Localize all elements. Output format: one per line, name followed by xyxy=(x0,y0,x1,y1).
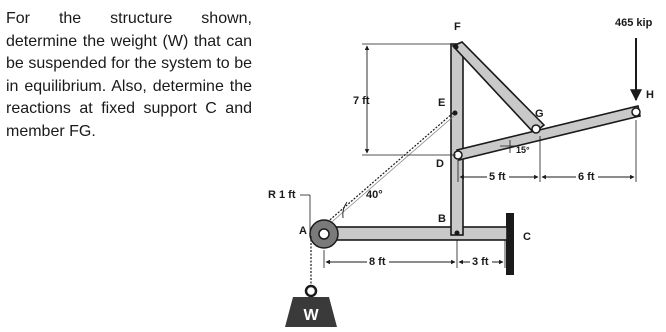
dim-7ft-label: 7 ft xyxy=(353,95,370,107)
dim-3ft-label: 3 ft xyxy=(472,256,489,268)
angle-15-label: 15° xyxy=(516,145,530,155)
member-dh xyxy=(457,106,640,160)
joint-h xyxy=(632,108,640,116)
joint-e xyxy=(453,111,458,116)
member-fg xyxy=(453,42,544,133)
label-h: H xyxy=(646,89,654,101)
label-c: C xyxy=(523,231,531,243)
joint-g xyxy=(532,125,540,133)
weight-w xyxy=(285,286,337,327)
weight-label: W xyxy=(303,307,319,324)
joint-f xyxy=(454,45,459,50)
problem-text: For the structure shown, determine the weight (W) that can be suspended for the system to be in equilibrium. Also, determine the reactions at fixed support C and member FG. xyxy=(6,10,252,140)
radius-label: R 1 ft xyxy=(268,189,296,201)
label-e: E xyxy=(438,97,446,109)
label-b: B xyxy=(438,213,446,225)
member-ac xyxy=(323,227,507,240)
label-d: D xyxy=(436,158,444,170)
load-label: 465 kip xyxy=(615,17,653,29)
member-column-bf xyxy=(451,44,463,235)
dim-5ft-label: 5 ft xyxy=(489,171,506,183)
angle-40-label: 40° xyxy=(366,189,383,201)
dim-6ft-label: 6 ft xyxy=(578,171,595,183)
dim-8ft-label: 8 ft xyxy=(369,256,386,268)
fixed-support-c xyxy=(506,213,514,275)
label-g: G xyxy=(535,108,544,120)
label-f: F xyxy=(454,21,461,33)
label-a: A xyxy=(299,225,307,237)
joint-b xyxy=(455,231,460,236)
